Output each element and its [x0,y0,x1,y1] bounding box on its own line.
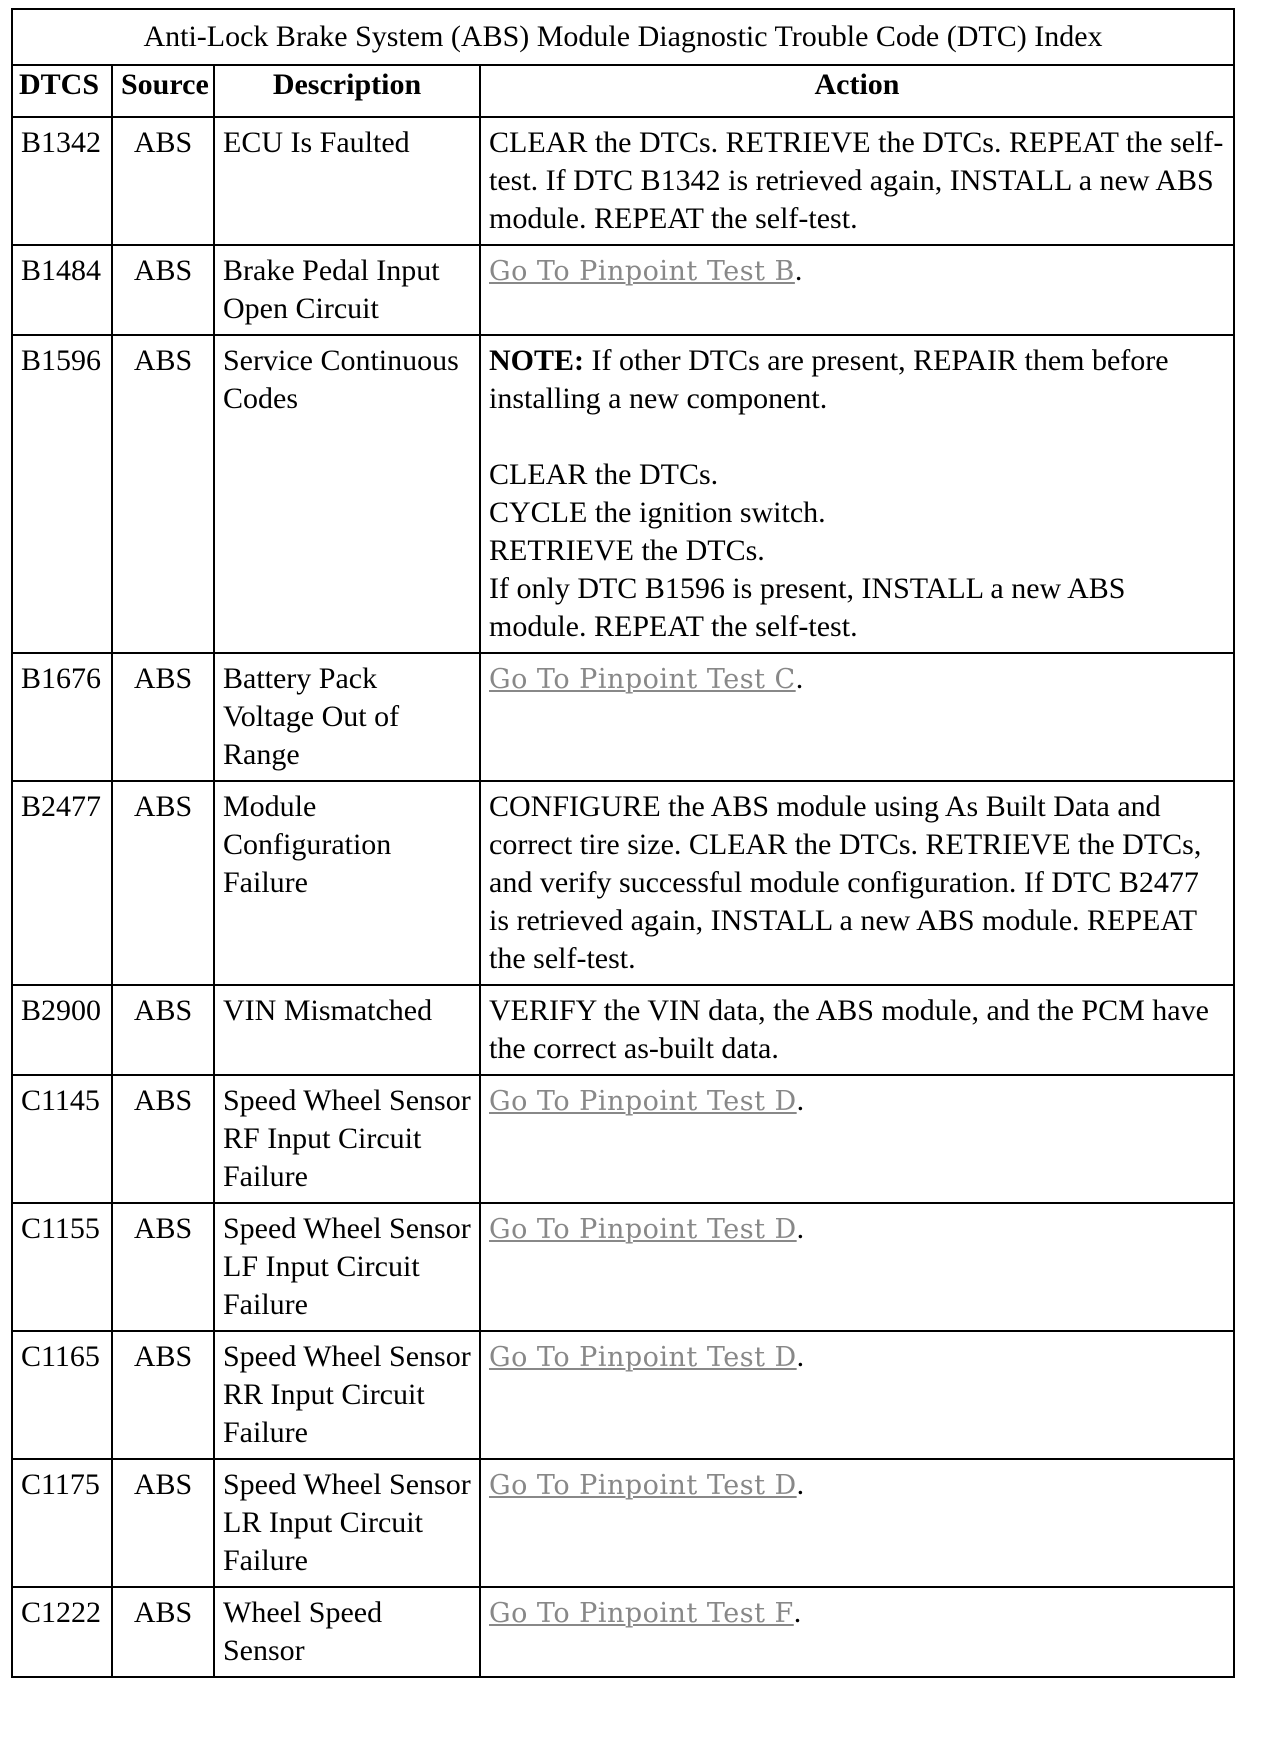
table-row: C1155 ABS Speed Wheel Sensor LF Input Circuit Failure Go To Pinpoint Test D. [12,1203,1234,1331]
dtc-source: ABS [133,1596,193,1629]
dtc-description: Speed Wheel Sensor LR Input Circuit Failure [223,1468,471,1577]
pinpoint-test-link[interactable]: Go To Pinpoint Test D [489,1086,797,1117]
dtc-description: Speed Wheel Sensor RF Input Circuit Failure [223,1084,471,1193]
pinpoint-test-link[interactable]: Go To Pinpoint Test C [489,664,796,695]
dtc-code: C1155 [21,1212,100,1245]
dtc-code: C1165 [21,1340,100,1373]
dtc-action: VERIFY the VIN data, the ABS module, and the PCM have the correct as-built data. [489,994,1209,1065]
dtc-description: Brake Pedal Input Open Circuit [223,254,440,325]
table-row: C1165 ABS Speed Wheel Sensor RR Input Circuit Failure Go To Pinpoint Test D. [12,1331,1234,1459]
note-label: NOTE: [489,344,585,377]
dtc-source: ABS [133,662,193,695]
pinpoint-test-link[interactable]: Go To Pinpoint Test F [489,1598,794,1629]
dtc-source: ABS [133,790,193,823]
dtc-source: ABS [133,994,193,1027]
header-dtcs: DTCS [12,65,112,117]
dtc-code: C1175 [21,1468,100,1501]
dtc-code: B1676 [21,662,102,695]
dtc-code: B1596 [21,344,102,377]
dtc-source: ABS [133,1340,193,1373]
table-row [12,335,1234,653]
dtc-description: Service Continuous Codes [223,344,459,415]
dtc-code: B2477 [21,790,102,823]
dtc-source: ABS [133,1084,193,1117]
table-row: B1676 ABS Battery Pack Voltage Out of Range Go To Pinpoint Test C. [12,653,1234,781]
action-step: CYCLE the ignition switch. [489,496,826,529]
dtc-code: B1342 [21,126,102,159]
dtc-code: B2900 [21,994,102,1027]
dtc-source: ABS [133,1468,193,1501]
dtc-description: Module Configuration Failure [223,790,392,899]
header-row [12,65,1234,117]
action-step: RETRIEVE the DTCs. [489,534,765,567]
dtc-code: C1145 [21,1084,100,1117]
dtc-action: CONFIGURE the ABS module using As Built Data and correct tire size. CLEAR the DTCs. RETRIEVE the DTCs, and verify successful module configuration. If DTC B2477 is retrieved again, INSTALL a new ABS module. REPEAT the self-test. [489,790,1202,975]
dtc-description: Speed Wheel Sensor LF Input Circuit Failure [223,1212,471,1321]
dtc-source: ABS [133,344,193,377]
dtc-source: ABS [133,1212,193,1245]
table-row [12,985,1234,1075]
dtc-description: ECU Is Faulted [223,126,410,159]
dtc-source: ABS [133,126,193,159]
header-source: Source [112,65,214,117]
header-description: Description [214,65,480,117]
dtc-code: C1222 [21,1596,102,1629]
dtc-description: Wheel Speed Sensor [223,1596,383,1667]
table-row: C1145 ABS Speed Wheel Sensor RF Input Circuit Failure Go To Pinpoint Test D. [12,1075,1234,1203]
table-row [12,117,1234,245]
table-row [12,781,1234,985]
header-action: Action [480,65,1234,117]
dtc-code: B1484 [21,254,102,287]
note-text: If other DTCs are present, REPAIR them before installing a new component. [489,344,1169,415]
note [489,342,1225,418]
pinpoint-test-link[interactable]: Go To Pinpoint Test D [489,1470,797,1501]
table-title: Anti-Lock Brake System (ABS) Module Diagnostic Trouble Code (DTC) Index [12,9,1234,65]
dtc-index-table [11,8,1235,1678]
table-row: B1484 ABS Brake Pedal Input Open Circuit Go To Pinpoint Test B. [12,245,1234,335]
action-step: CLEAR the DTCs. [489,458,719,491]
pinpoint-test-link[interactable]: Go To Pinpoint Test D [489,1214,797,1245]
dtc-description: Speed Wheel Sensor RR Input Circuit Failure [223,1340,471,1449]
table-row: C1175 ABS Speed Wheel Sensor LR Input Circuit Failure Go To Pinpoint Test D. [12,1459,1234,1587]
dtc-source: ABS [133,254,193,287]
dtc-action: CLEAR the DTCs. RETRIEVE the DTCs. REPEAT the self-test. If DTC B1342 is retrieved again, INSTALL a new ABS module. REPEAT the self-test. [489,126,1224,235]
table-row: C1222 ABS Wheel Speed Sensor Go To Pinpoint Test F. [12,1587,1234,1677]
dtc-description: VIN Mismatched [223,994,433,1027]
dtc-description: Battery Pack Voltage Out of Range [223,662,400,771]
pinpoint-test-link[interactable]: Go To Pinpoint Test D [489,1342,797,1373]
action-step: If only DTC B1596 is present, INSTALL a new ABS module. REPEAT the self-test. [489,572,1126,643]
pinpoint-test-link[interactable]: Go To Pinpoint Test B [489,256,795,287]
